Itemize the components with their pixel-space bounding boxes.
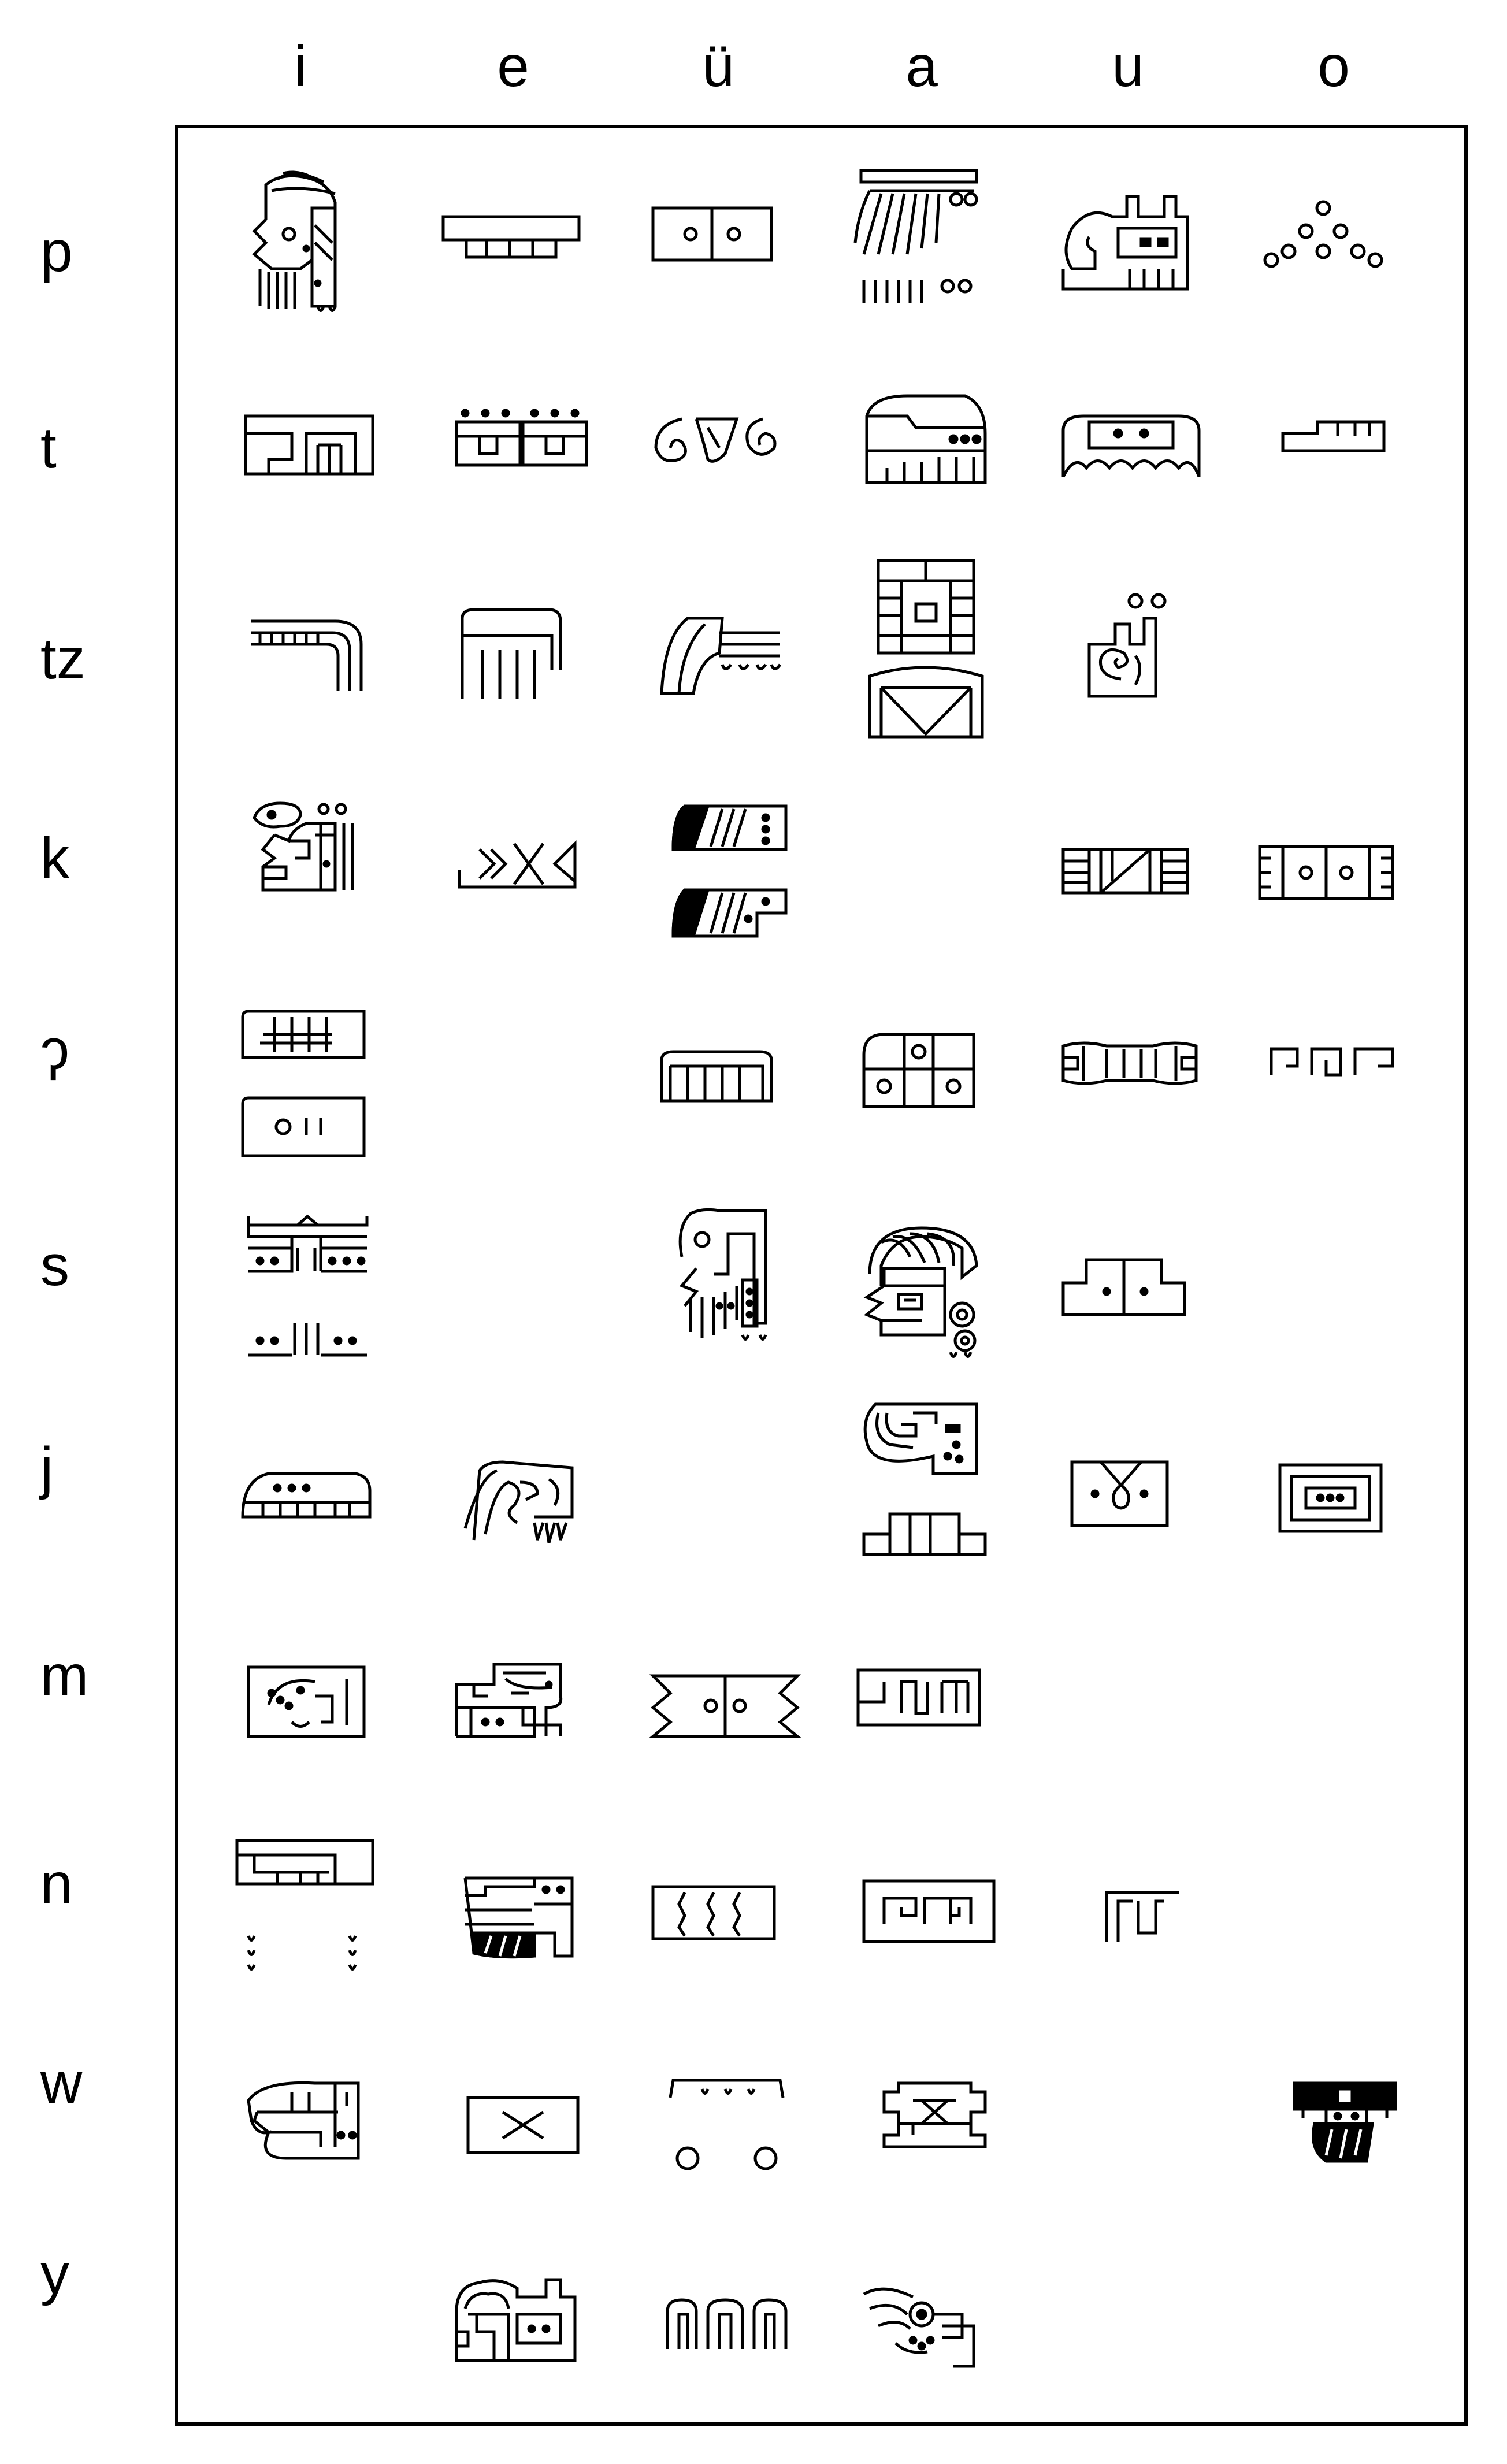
consonant-header: ʔ — [40, 1028, 69, 1093]
glyph-tza — [867, 558, 985, 740]
glyph-ku — [1060, 847, 1190, 896]
glyph-jo — [1277, 1462, 1384, 1534]
vowel-header: i — [294, 34, 307, 99]
glyph-wü — [665, 2077, 789, 2173]
glyph-ʔü — [659, 1049, 774, 1104]
consonant-header: tz — [40, 626, 86, 691]
glyph-sa — [858, 1222, 988, 1364]
glyph-ʔa — [861, 1031, 977, 1109]
glyph-ya — [861, 2283, 977, 2369]
consonant-header: p — [40, 219, 73, 284]
consonant-header: j — [40, 1435, 54, 1500]
glyph-po — [1263, 199, 1384, 269]
glyph-nu — [1104, 1887, 1182, 1945]
glyph-pe — [440, 214, 582, 260]
glyph-nü — [650, 1884, 777, 1942]
glyph-ki — [251, 800, 358, 893]
glyph-ko — [1257, 844, 1395, 901]
vowel-header: u — [1112, 34, 1144, 99]
glyph-wo — [1291, 2080, 1398, 2164]
glyph-ni — [234, 1838, 376, 1988]
glyph-ju — [1069, 1459, 1170, 1528]
vowel-header: e — [497, 34, 529, 99]
glyph-na — [861, 1878, 997, 1945]
glyph-mü — [650, 1673, 800, 1739]
glyph-tü — [650, 413, 780, 468]
glyph-ke — [456, 841, 578, 890]
glyph-ta — [861, 393, 988, 485]
vowel-header: o — [1317, 34, 1350, 99]
glyph-ma — [855, 1667, 982, 1728]
glyph-to — [1280, 419, 1387, 454]
glyph-pi — [248, 168, 364, 318]
glyph-tzi — [248, 618, 364, 693]
glyph-mi — [246, 1664, 367, 1739]
glyph-ja — [861, 1401, 988, 1557]
glyph-tu — [1060, 413, 1202, 480]
glyph-kü — [670, 803, 789, 942]
glyph-ʔo — [1268, 1046, 1395, 1078]
glyph-je — [462, 1459, 575, 1546]
glyph-tzü — [659, 613, 783, 696]
glyph-me — [454, 1661, 569, 1739]
glyph-ʔi — [240, 1008, 370, 1159]
glyph-pu — [1060, 194, 1193, 295]
glyph-tzu — [1086, 592, 1173, 699]
glyph-su — [1060, 1257, 1187, 1318]
glyph-ji — [240, 1471, 373, 1520]
glyph-ye — [454, 2274, 578, 2366]
glyph-ne — [462, 1872, 575, 1959]
glyph-pü — [650, 205, 774, 263]
consonant-header: y — [40, 2242, 69, 2306]
consonant-header: n — [40, 1851, 73, 1916]
glyph-ʔu — [1060, 1037, 1199, 1089]
consonant-header: s — [40, 1233, 69, 1298]
glyph-si — [246, 1214, 370, 1364]
glyph-ti — [243, 413, 376, 477]
vowel-header: ü — [702, 34, 734, 99]
glyph-we — [465, 2095, 581, 2155]
consonant-header: k — [40, 826, 69, 890]
consonant-header: t — [40, 415, 57, 480]
glyph-yü — [665, 2297, 789, 2352]
glyph-pa — [847, 168, 985, 312]
glyph-wi — [246, 2077, 361, 2161]
glyph-tze — [456, 607, 563, 702]
vowel-header: a — [905, 34, 938, 99]
glyph-wa — [881, 2080, 988, 2150]
glyph-sü — [673, 1205, 771, 1355]
consonant-header: w — [40, 2051, 83, 2116]
glyph-te — [454, 407, 589, 468]
consonant-header: m — [40, 1643, 89, 1708]
